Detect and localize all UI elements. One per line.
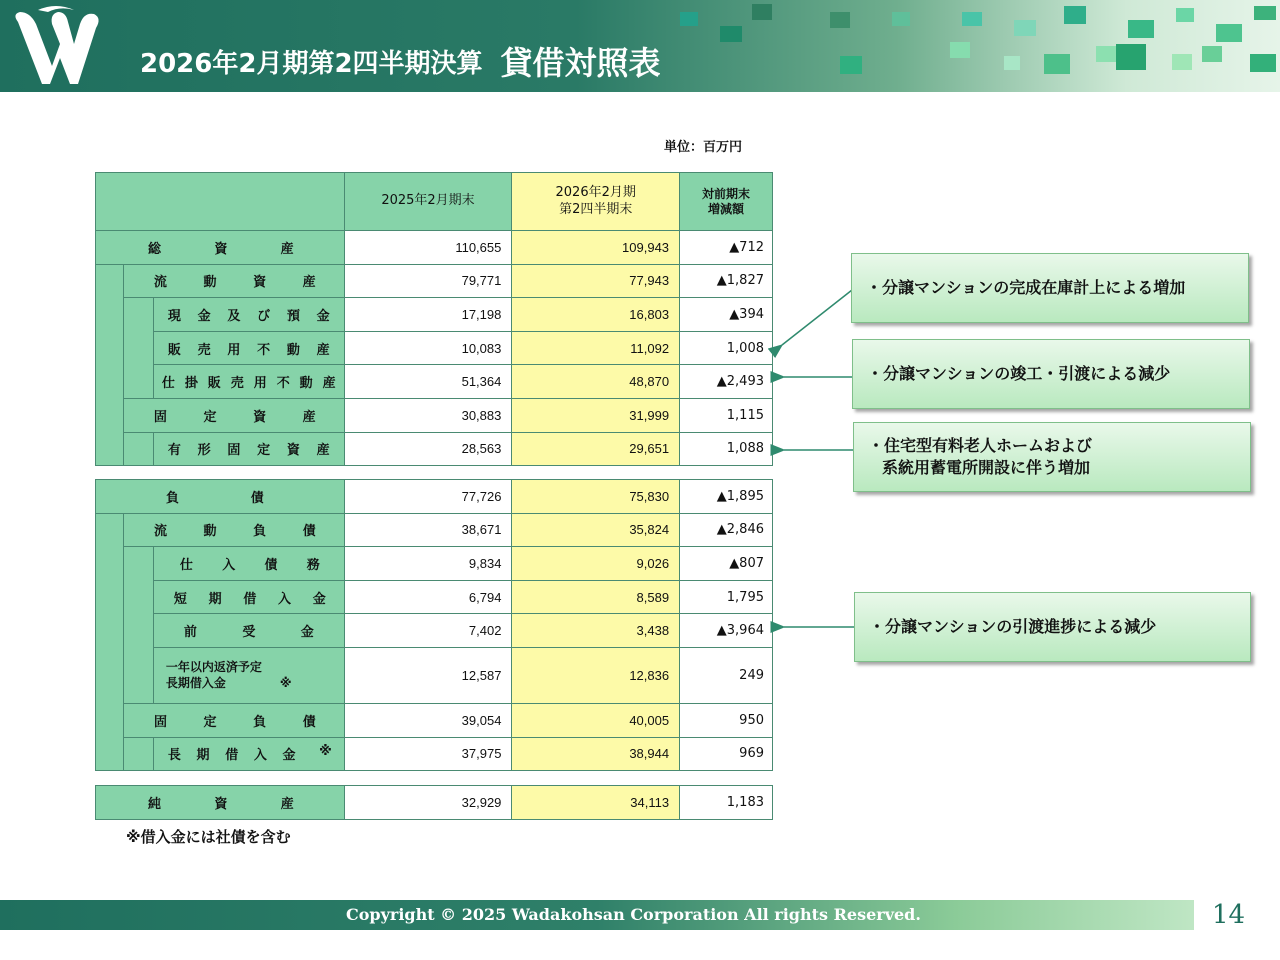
table-row: 流 動 資 産 79,771 77,943 ▲1,827: [96, 264, 773, 298]
footnote: ※借入金には社債を含む: [126, 828, 291, 846]
callout-fixed-assets-increase: ・住宅型有料老人ホームおよび 系統用蓄電所開設に伴う増加: [853, 422, 1251, 492]
table-row: 総 資 産 110,655 109,943 ▲712: [96, 231, 773, 265]
header-change: 対前期末 増減額: [680, 173, 773, 231]
callout-handover-decrease: ・分譲マンションの竣工・引渡による減少: [852, 339, 1250, 409]
table-row: 流 動 負 債 38,671 35,824 ▲2,846: [96, 513, 773, 547]
callout-advance-received-decrease: ・分譲マンションの引渡進捗による減少: [854, 592, 1251, 662]
table-row: 一年以内返済予定 長期借入金 ※ 12,587 12,836 249: [96, 647, 773, 703]
table-row: 長 期 借 入 金 ※ 37,975 38,944 969: [96, 737, 773, 771]
unit-label: 単位：百万円: [664, 140, 743, 155]
callout-completed-inventory: ・分譲マンションの完成在庫計上による増加: [851, 253, 1249, 323]
table-row: 仕 入 債 務 9,834 9,026 ▲807: [96, 547, 773, 581]
page-title: 2026年2月期第2四半期決算 貸借対照表: [140, 44, 661, 82]
table-row: 純 資 産 32,929 34,113 1,183: [96, 786, 773, 820]
table-row: 負 債 77,726 75,830 ▲1,895: [96, 480, 773, 514]
copyright: Copyright © 2025 Wadakohsan Corporation All rights Reserved.: [346, 905, 921, 924]
table-row: 現 金 及 び 預 金 17,198 16,803 ▲394: [96, 298, 773, 332]
table-row: 固 定 資 産 30,883 31,999 1,115: [96, 398, 773, 432]
table-row: 販 売 用 不 動 産 10,083 11,092 1,008: [96, 331, 773, 365]
table-row: 有 形 固 定 資 産 28,563 29,651 1,088: [96, 432, 773, 466]
table-row: 仕 掛 販 売 用 不 動 産 51,364 48,870 ▲2,493: [96, 365, 773, 399]
page-number: 14: [1212, 900, 1246, 930]
arrow-line: [782, 290, 852, 345]
header-curr: 2026年2月期 第2四半期末: [512, 173, 680, 231]
table-row: 短 期 借 入 金 6,794 8,589 1,795: [96, 580, 773, 614]
table-row: 前 受 金 7,402 3,438 ▲3,964: [96, 614, 773, 648]
header-prev: 2025年2月期末: [344, 173, 512, 231]
table-row: 固 定 負 債 39,054 40,005 950: [96, 703, 773, 737]
